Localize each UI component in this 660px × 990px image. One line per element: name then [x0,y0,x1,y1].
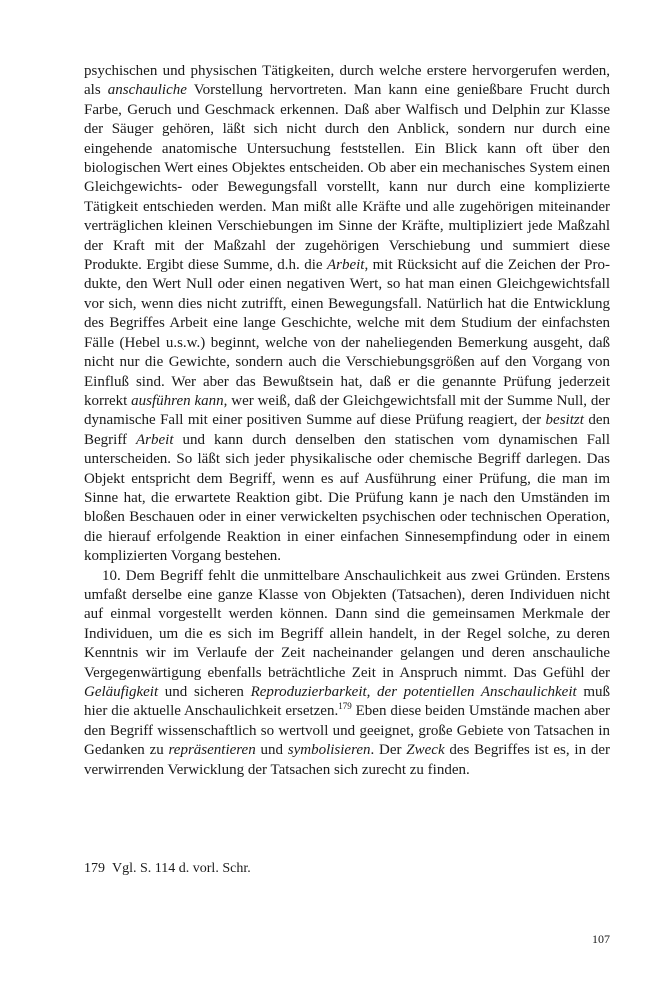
text-run: und [255,742,288,759]
emphasized-text: repräsentieren [168,742,256,759]
footnote-text: Vgl. S. 114 d. vorl. Schr. [112,861,251,876]
text-run: und kann durch denselben den statischen vom dynamischen Fall unterscheiden. So läßt sich jeder physikalische oder chemische Begriff darlegen. Das Objekt entspricht dem Begriff, wenn es auf Ausführung einer Prüfung, die man im Sinne hat, die erwartete Reaktion gibt. Die Prüfung kann je nach den Umständen im bloßen Beschauen oder in einer verwickelten psychischen oder technischen Operation, die hierauf erfolgende Reaktion in einer einfachen Sinnesempfindung oder in einem komplizierten Vorgang bestehen. [84,431,610,565]
footnote [84,860,610,878]
text-run: muß hier die aktuelle Anschaulichkeit ersetzen. [84,684,610,720]
emphasized-text: besitzt [545,412,584,429]
emphasized-text: Geläufigkeit [84,684,159,700]
text-run: Vorstellung hervortreten. Man kann eine genießbare Frucht durch Farbe, Geruch und Geschmack erkennen. Daß aber Walfisch und Delphin zur Klasse der Säuger gehören, läßt sich nicht durch den Anblick, sondern nur durch eine eingehende anatomische Untersuchung feststellen. Ein Blick kann oft über den biologischen Wert eines Objektes entscheiden. Ob aber ein mechanisches System einen Gleichgewichts- oder Bewegungsfall vorstellt, kann nur durch eine komplizierte Tätigkeit entschieden werden. Man mißt alle Kräfte und alle zugehörigen miteinander verträglichen kleinen Verschiebungen im Sinne der Kräfte, multipliziert jede Maßzahl der Kraft mit der Maßzahl der zugehörigen Verschiebung und summiert diese Produkte. Ergibt diese Summe, d.h. die [84,82,610,274]
text-run: Eben diese beiden Umstände machen aber den Begriff wissenschaftlich so wertvoll und geeignet, große Gebiete von Tatsachen in Gedanken zu [84,703,610,759]
page-number: 107 [592,932,610,946]
text-run: und sicheren [158,684,251,700]
text-run: den Begriff [84,412,610,448]
text-run: . Der [370,742,407,759]
emphasized-text: symbolisieren [287,742,371,759]
emphasized-text: ausführen kann [131,392,224,409]
text-run: , mit Rücksicht auf die Zeichen der Produkte, den Wert Null oder einen negativen Wert, so hat man einen Gleichgewichtsfall vor sich, wenn dies nicht zutrifft, einen Bewegungsfall. Natürlich hat die Entwicklung des Begriffes Arbeit eine lange Geschichte, welche mit dem Studium der einfachsten Fälle (Hebel u.s.w.) beginnt, welche von der naheliegenden Bemerkung ausgeht, daß nicht nur die Gewichte, sondern auch die Verschiebungsgrößen auf den Vorgang von Einfluß sind. Wer aber das Bewußtsein hat, daß er die genannte Prüfung jederzeit korrekt [84,257,610,409]
footnote-marker: 179 [338,701,352,712]
emphasized-text: Zweck [406,742,445,759]
body-paragraph [84,62,610,567]
text-run: des Begriffes ist es, in der verwirrenden Verwicklung der Tatsachen sich zurecht zu finden. [84,742,610,778]
text-run: 10. Dem Begriff fehlt die unmittelbare Anschaulichkeit aus zwei Gründen. Erstens umfaßt derselbe eine ganze Klasse von Objekten (Tatsachen), deren Individuen nicht auf einmal vorgestellt werden können. Dann sind die gemeinsamen Merkmale der Individuen, um die es sich im Begriff allein handelt, in der Regel solche, zu deren Kenntnis wir im Verlaufe der Zeit nacheinander gelangen und deren anschauliche Vergegenwärtigung ebenfalls beträchtliche Zeit in Anspruch nimmt. Das Gefühl der [84,567,610,681]
body-text [84,62,610,780]
text-run: psychischen und physischen Tätigkeiten, durch welche erstere hervorgerufen werden, als [84,63,610,99]
footnote-number: 179 [84,861,105,876]
emphasized-text: Reproduzierbarkeit, der potentiellen Anschaulichkeit [250,684,577,700]
emphasized-text: anschauliche [107,82,187,99]
body-paragraph [84,567,610,780]
emphasized-text: Arbeit [136,431,174,448]
emphasized-text: Arbeit [326,257,365,274]
text-run: , wer weiß, daß der Gleichgewichtsfall mit der Summe Null, der dynamische Fall mit einer positiven Summe auf diese Prüfung reagiert, der [84,392,610,429]
